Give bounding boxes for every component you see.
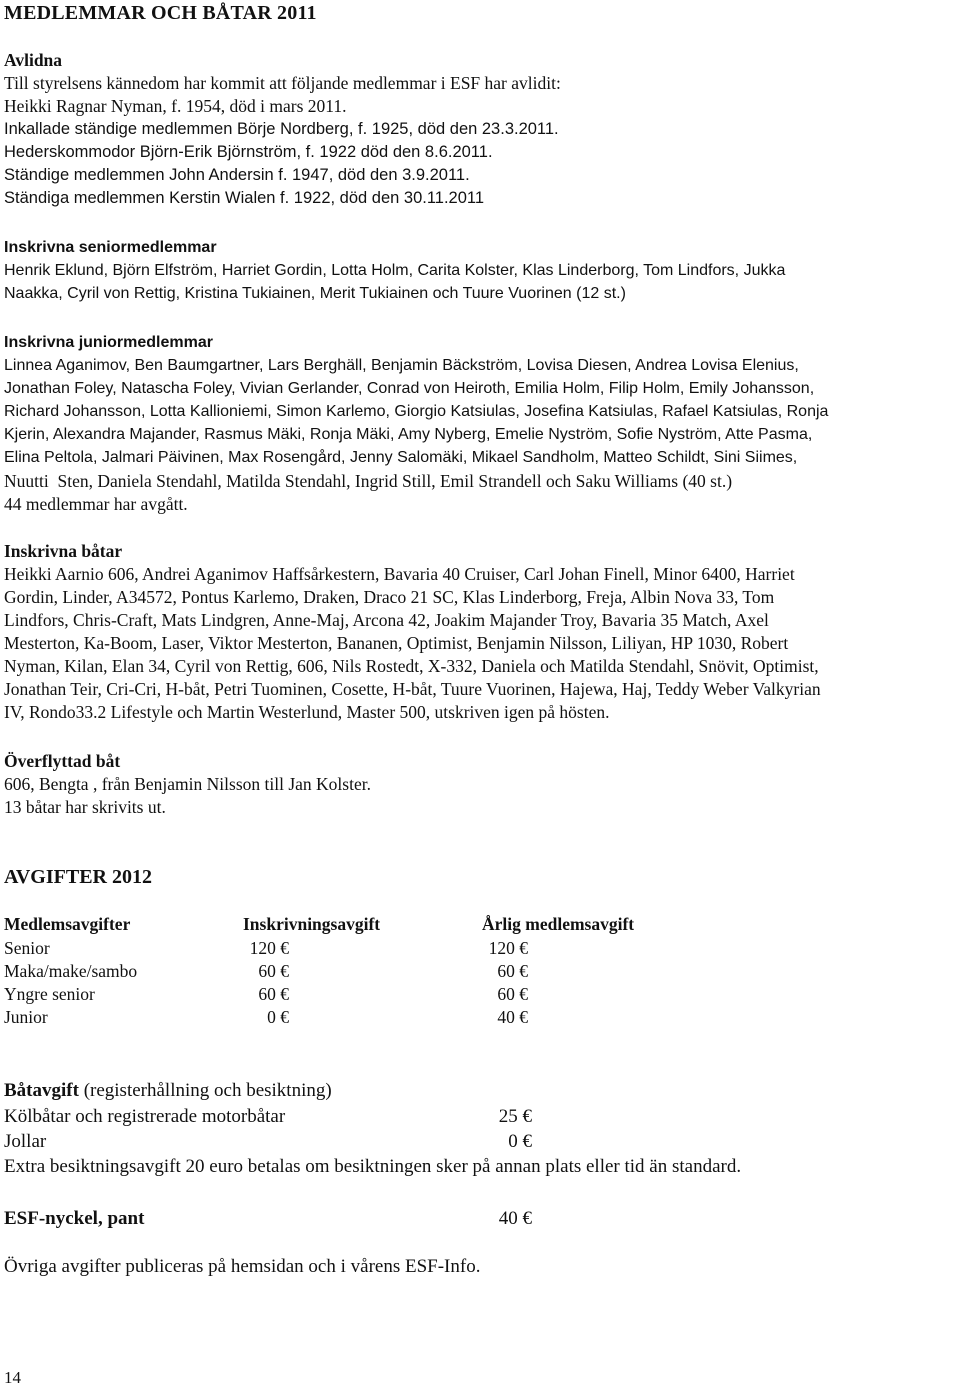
deceased-line: Till styrelsens kännedom har kommit att följande medlemmar i ESF har avlidit: (4, 73, 561, 93)
transferred-heading: Överflyttad båt (4, 751, 121, 771)
boats-line: Gordin, Linder, A34572, Pontus Karlemo, Draken, Draco 21 SC, Klas Linderborg, Freja, Albin Nova 33, Tom (4, 587, 775, 607)
boats-section (4, 540, 821, 724)
fee-row-annual: 60 € (497, 984, 528, 1004)
fees-title: AVGIFTER 2012 (4, 866, 152, 888)
boat-fees-note: Extra besiktningsavgift 20 euro betalas om besiktningen sker på annan plats eller tid än standard. (4, 1156, 742, 1177)
page-title: MEDLEMMAR OCH BÅTAR 2011 (4, 2, 317, 24)
juniors-tail (4, 470, 732, 516)
fee-row-annual: 40 € (497, 1007, 528, 1027)
fee-row-entry: 60 € (258, 984, 289, 1004)
boat-fee-value: 25 € (498, 1106, 532, 1127)
page-number: 14 (4, 1368, 21, 1387)
boats-line: Jonathan Teir, Cri-Cri, H-båt, Petri Tuominen, Cosette, H-båt, Tuure Vuorinen, Hajewa, Haj, Teddy Weber Valkyrian (4, 679, 821, 699)
transferred-line: 606, Bengta , från Benjamin Nilsson till Jan Kolster. (4, 774, 371, 794)
transferred-line: 13 båtar har skrivits ut. (4, 797, 166, 817)
deceased-list (4, 118, 559, 210)
fee-row-category: Senior (4, 938, 50, 958)
fees-header-annual: Årlig medlemsavgift (482, 914, 635, 934)
seniors-line: Henrik Eklund, Björn Elfström, Harriet Gordin, Lotta Holm, Carita Kolster, Klas Linderborg, Tom Lindfors, Jukka (4, 262, 786, 279)
boat-fee-label: Kölbåtar och registrerade motorbåtar (4, 1106, 286, 1127)
fee-row-category: Yngre senior (4, 984, 95, 1004)
juniors-line: Kjerin, Alexandra Majander, Rasmus Mäki, Ronja Mäki, Amy Nyberg, Emelie Nyström, Sofie Nyström, Atte Pasma, (4, 426, 813, 443)
key-fee-label: ESF-nyckel, pant (4, 1208, 145, 1229)
boats-line: Heikki Aarnio 606, Andrei Aganimov Haffsårkestern, Bavaria 40 Cruiser, Carl Johan Finell, Minor 6400, Harriet (4, 564, 795, 584)
boats-line: Nyman, Kilan, Elan 34, Cyril von Rettig, 606, Nils Rostedt, X-332, Daniela och Matilda Stendahl, Snövit, Optimist, (4, 656, 819, 676)
seniors-section (4, 236, 785, 305)
fee-row-category: Junior (4, 1007, 48, 1027)
boat-fees-heading-bold: Båtavgift (4, 1080, 79, 1101)
juniors-line: Nuutti Sten, Daniela Stendahl, Matilda Stendahl, Ingrid Still, Emil Strandell och Saku Williams (40 st.) (4, 471, 733, 491)
boats-line: IV, Rondo33.2 Lifestyle och Martin Westerlund, Master 500, utskriven igen på hösten. (4, 702, 610, 722)
juniors-section (4, 331, 828, 469)
deceased-heading: Avlidna (4, 50, 63, 70)
juniors-resigned: 44 medlemmar har avgått. (4, 494, 188, 514)
fee-row-entry: 120 € (249, 938, 289, 958)
fee-row-annual: 60 € (497, 961, 528, 981)
juniors-line: Elina Peltola, Jalmari Päivinen, Max Rosengård, Jenny Salomäki, Mikael Sandholm, Matteo Schildt, Sini Siimes, (4, 449, 798, 466)
deceased-line: Heikki Ragnar Nyman, f. 1954, död i mars 2011. (4, 96, 347, 116)
other-fees-note: Övriga avgifter publiceras på hemsidan och i vårens ESF-Info. (4, 1256, 481, 1277)
deceased-line: Hederskommodor Björn-Erik Björnström, f. 1922 död den 8.6.2011. (4, 143, 493, 161)
fees-header-entry: Inskrivningsavgift (243, 914, 381, 934)
juniors-line: Richard Johansson, Lotta Kallioniemi, Simon Karlemo, Giorgio Katsiulas, Josefina Katsiulas, Rafael Katsiulas, Ronja (4, 403, 829, 420)
fee-row-entry: 60 € (258, 961, 289, 981)
deceased-line: Ständige medlemmen John Andersin f. 1947, död den 3.9.2011. (4, 166, 470, 184)
deceased-line: Inkallade ständige medlemmen Börje Nordberg, f. 1925, död den 23.3.2011. (4, 120, 559, 138)
fees-header-category: Medlemsavgifter (4, 914, 131, 934)
fee-row-annual: 120 € (488, 938, 528, 958)
key-fee-value: 40 € (498, 1208, 532, 1229)
juniors-line: Linnea Aganimov, Ben Baumgartner, Lars Berghäll, Benjamin Bäckström, Lovisa Diesen, Andrea Lovisa Elenius, (4, 357, 799, 374)
boat-fees-heading (4, 1079, 332, 1102)
boats-line: Mesterton, Ka-Boom, Laser, Viktor Mesterton, Bananen, Optimist, Benjamin Nilsson, Liliyan, HP 1030, Robert (4, 633, 789, 653)
deceased-line: Ständiga medlemmen Kerstin Wialen f. 1922, död den 30.11.2011 (4, 189, 485, 207)
transferred-section (4, 750, 371, 819)
deceased-section (4, 49, 561, 118)
boat-fees-heading-rest: (registerhållning och besiktning) (78, 1080, 332, 1101)
boat-fee-label: Jollar (4, 1131, 47, 1152)
juniors-heading: Inskrivna juniormedlemmar (4, 334, 213, 351)
seniors-line: Naakka, Cyril von Rettig, Kristina Tukiainen, Merit Tukiainen och Tuure Vuorinen (12 st.) (4, 285, 626, 302)
juniors-line: Jonathan Foley, Natascha Foley, Vivian Gerlander, Conrad von Heiroth, Emilia Holm, Filip Holm, Emily Johansson, (4, 380, 815, 397)
boats-line: Lindfors, Chris-Craft, Mats Lindgren, Anne-Maj, Arcona 42, Joakim Majander Troy, Bavaria 35 Match, Axel (4, 610, 769, 630)
seniors-heading: Inskrivna seniormedlemmar (4, 239, 217, 256)
boats-heading: Inskrivna båtar (4, 541, 123, 561)
fee-row-category: Maka/make/sambo (4, 961, 138, 981)
fee-row-entry: 0 € (267, 1007, 289, 1027)
boat-fee-value: 0 € (508, 1131, 532, 1152)
